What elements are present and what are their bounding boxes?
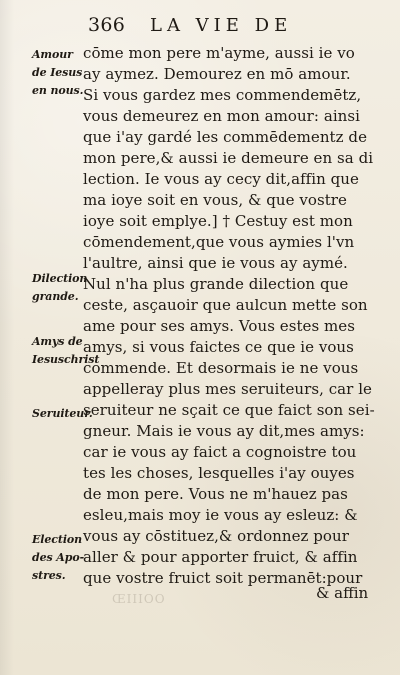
text-line: l'aultre, ainsi que ie vous ay aymé. (83, 254, 348, 272)
text-line: aller & pour apporter fruict, & affin (83, 548, 358, 566)
running-title: LA VIE DE (150, 15, 293, 36)
text-line: cōme mon pere m'ayme, aussi ie vo (83, 44, 355, 62)
page-header (88, 14, 370, 38)
text-line: appelleray plus mes seruiteurs, car le (83, 380, 372, 398)
text-line: commende. Et desormais ie ne vous (83, 359, 359, 377)
page-number: 366 (88, 14, 126, 36)
margin-note-servant: Seruiteur. (32, 407, 93, 420)
text-line: de mon pere. Vous ne m'hauez pas (83, 485, 348, 503)
text-line: gneur. Mais ie vous ay dit,mes amys: (83, 422, 365, 440)
text-line: amys, si vous faictes ce que ie vous (83, 338, 354, 356)
text-line: car ie vous ay faict a cognoistre tou (83, 443, 357, 461)
margin-note-friends-of-jesus: Amys de Iesuschrist (32, 335, 100, 366)
show-through-text: ŒIIIOO (112, 592, 166, 606)
text-line: que vostre fruict soit permanēt:pour (83, 569, 363, 587)
main-text (83, 44, 383, 609)
text-line: ay aymez. Demourez en mō amour. (83, 65, 351, 83)
text-line: esleu,mais moy ie vous ay esleuz: & (83, 506, 358, 524)
margin-note-love-of-jesus: Amour de Iesus en nous. (32, 48, 84, 97)
text-line: vous demeurez en mon amour: ainsi (83, 107, 360, 125)
margin-note-great-love: Dilection grande. (32, 272, 88, 303)
text-line: Si vous gardez mes commendemētz, (83, 86, 362, 104)
text-line: ma ioye soit en vous, & que vostre (83, 191, 347, 209)
text-line: seruiteur ne sçait ce que faict son sei- (83, 401, 375, 419)
text-line: ceste, asçauoir que aulcun mette son (83, 296, 368, 314)
text-line: tes les choses, lesquelles i'ay ouyes (83, 464, 355, 482)
spine-shadow (0, 0, 14, 675)
text-line: ame pour ses amys. Vous estes mes (83, 317, 355, 335)
margin-note-election-of-apostles: Election des Apo- stres. (32, 533, 85, 582)
catchword: & affin (316, 584, 369, 602)
text-line: lection. Ie vous ay cecy dit,affin que (83, 170, 359, 188)
text-line: mon pere,& aussi ie demeure en sa di (83, 149, 374, 167)
text-line: Nul n'ha plus grande dilection que (83, 275, 349, 293)
text-line: ioye soit emplye.] † Cestuy est mon (83, 212, 353, 230)
text-line: vous ay cōstituez,& ordonnez pour (83, 527, 349, 545)
text-line: que i'ay gardé les commēdementz de (83, 128, 367, 146)
text-line: cōmendement,que vous aymies l'vn (83, 233, 355, 251)
